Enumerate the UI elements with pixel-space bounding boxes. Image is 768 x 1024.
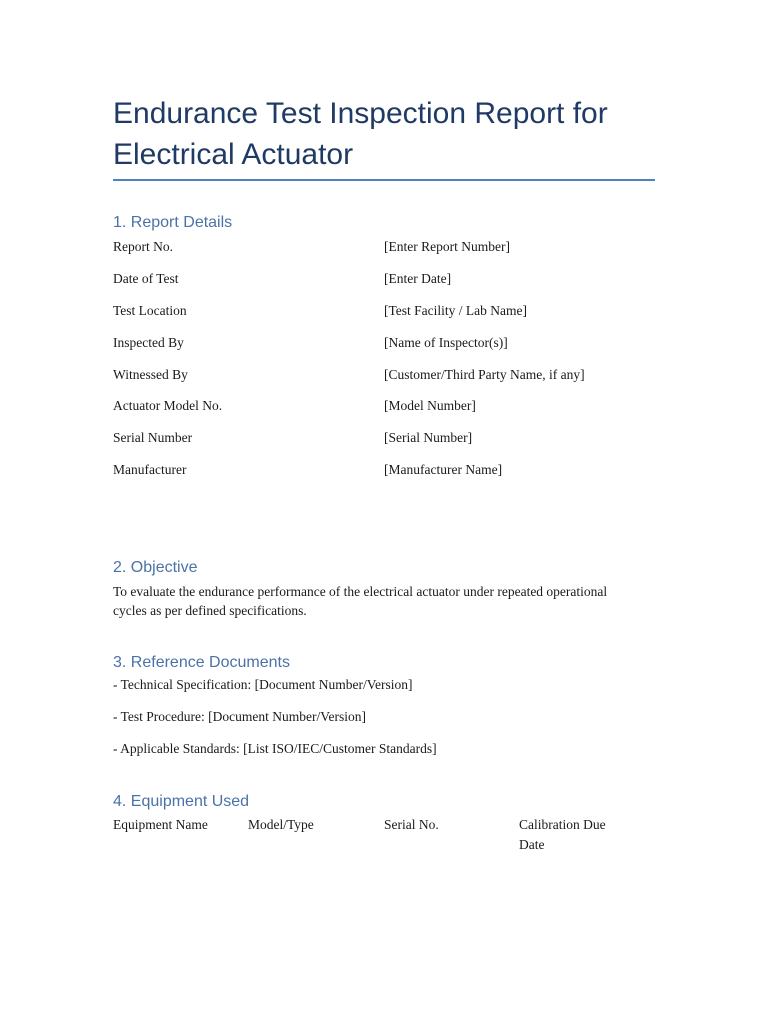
column-header-equipment-name: Equipment Name: [113, 817, 208, 832]
section-heading-equipment-used: 4. Equipment Used: [113, 793, 250, 810]
report-detail-row: [113, 270, 658, 288]
field-label: Report No.: [113, 239, 173, 254]
report-detail-row: [113, 334, 658, 352]
objective-text: To evaluate the endurance performance of the electrical actuator under repeated operational cycles as per defined specifications.: [113, 584, 608, 618]
field-value: [Model Number]: [384, 398, 476, 413]
report-detail-row: [113, 302, 658, 320]
reference-document-item: - Applicable Standards: [List ISO/IEC/Customer Standards]: [113, 741, 437, 756]
field-value: [Customer/Third Party Name, if any]: [384, 367, 585, 382]
field-label: Test Location: [113, 303, 187, 318]
report-detail-row: [113, 397, 658, 415]
field-value: [Test Facility / Lab Name]: [384, 303, 528, 318]
report-detail-row: [113, 461, 658, 479]
field-label: Inspected By: [113, 335, 184, 350]
field-value: [Enter Date]: [384, 271, 452, 286]
field-value: [Enter Report Number]: [384, 239, 510, 254]
field-value: [Manufacturer Name]: [384, 462, 503, 477]
field-label: Witnessed By: [113, 367, 188, 382]
field-label: Actuator Model No.: [113, 398, 223, 413]
field-label: Date of Test: [113, 271, 179, 286]
reference-document-item: - Technical Specification: [Document Number/Version]: [113, 677, 413, 692]
field-label: Serial Number: [113, 430, 193, 445]
field-label: Manufacturer: [113, 462, 187, 477]
column-header-model-type: Model/Type: [248, 817, 314, 832]
field-value: [Name of Inspector(s)]: [384, 335, 508, 350]
section-heading-report-details: 1. Report Details: [113, 214, 233, 231]
section-heading-objective: 2. Objective: [113, 559, 198, 576]
reference-document-item: - Test Procedure: [Document Number/Version]: [113, 709, 366, 724]
column-header-calibration-due-date: Calibration Due Date: [519, 817, 606, 852]
field-value: [Serial Number]: [384, 430, 473, 445]
report-detail-row: [113, 366, 658, 384]
section-heading-reference-documents: 3. Reference Documents: [113, 654, 290, 671]
report-detail-row: [113, 429, 658, 447]
title-underline: [113, 179, 655, 181]
column-header-serial-no: Serial No.: [384, 817, 439, 832]
document-title: Endurance Test Inspection Report for Electrical Actuator: [113, 97, 608, 171]
report-detail-row: [113, 238, 658, 256]
